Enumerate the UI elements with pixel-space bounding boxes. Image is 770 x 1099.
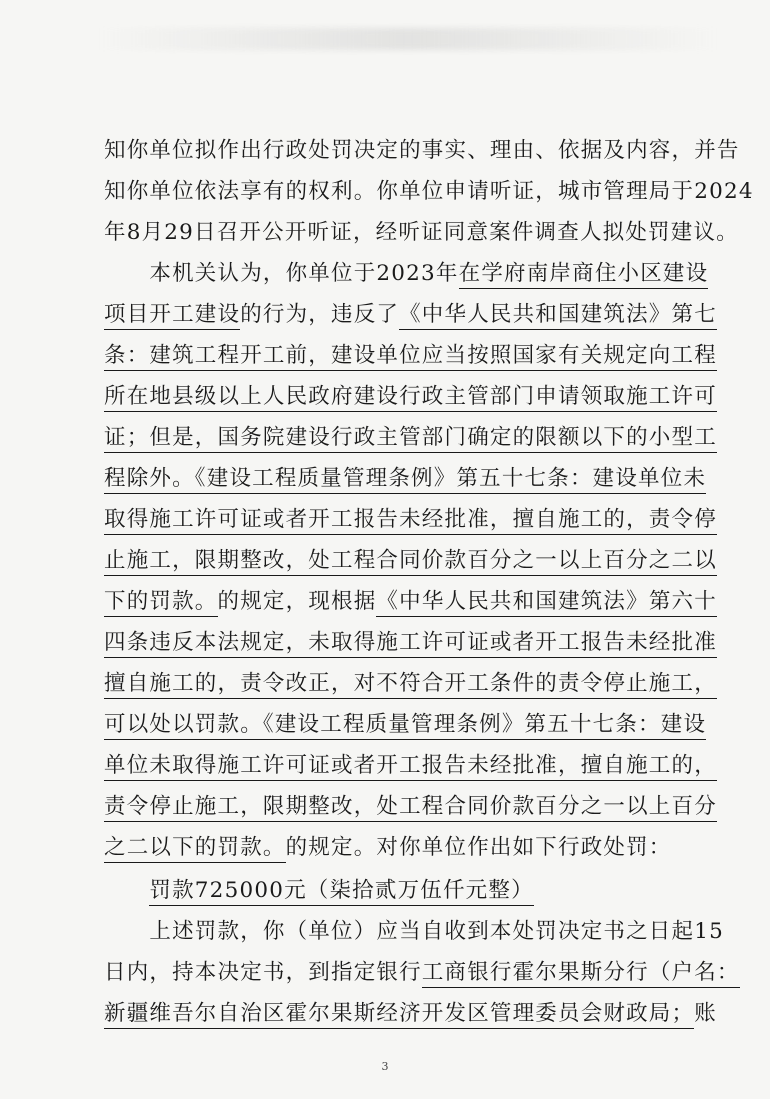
underlined-account-name: 新疆维吾尔自治区霍尔果斯经济开发区管理委员会财政局； bbox=[104, 1001, 694, 1029]
underlined-fine-amount: 罚款725000元（柒拾贰万伍仟元整） bbox=[149, 878, 533, 906]
text-run: 的规定，现根据 bbox=[217, 589, 377, 614]
text-run bbox=[104, 878, 149, 903]
body-line-17 bbox=[104, 796, 717, 818]
underlined-law-citation: 止施工，限期整改，处工程合同价款百分之一以上百分之二以 bbox=[104, 548, 717, 576]
text-run: 上述罚款，你（单位）应当自收到本处罚决定书之日起15 bbox=[104, 919, 724, 944]
body-line-7 bbox=[104, 386, 717, 408]
body-line-4 bbox=[104, 263, 708, 285]
body-line-21 bbox=[104, 962, 740, 984]
scan-smudge bbox=[98, 28, 718, 50]
underlined-law-citation: 下的罚款。 bbox=[104, 589, 218, 617]
body-line-9 bbox=[104, 468, 706, 490]
text-run: 知你单位依法享有的权利。你单位申请听证，城市管理局于2024 bbox=[104, 179, 754, 204]
text-run: 知你单位拟作出行政处罚决定的事实、理由、依据及内容，并告 bbox=[104, 138, 740, 163]
underlined-law-citation: 所在地县级以上人民政府建设行政主管部门申请领取施工许可 bbox=[104, 384, 717, 412]
underlined-law-citation: 《中华人民共和国建筑法》第七 bbox=[399, 302, 717, 330]
body-line-1 bbox=[104, 140, 740, 162]
text-run: 账 bbox=[694, 1001, 717, 1026]
text-run: 的规定。对你单位作出如下行政处罚： bbox=[285, 835, 672, 860]
underlined-bank-name: 工商银行霍尔果斯分行（户名： bbox=[422, 960, 740, 988]
underlined-law-citation: 四条违反本法规定，未取得施工许可证或者开工报告未经批准 bbox=[104, 630, 717, 658]
underlined-law-citation: 条：建筑工程开工前，建设单位应当按照国家有关规定向工程 bbox=[104, 343, 717, 371]
body-line-22 bbox=[104, 1003, 717, 1025]
text-run: 本机关认为，你单位于2023年 bbox=[104, 261, 459, 286]
underlined-law-citation: 单位未取得施工许可证或者开工报告未经批准，擅自施工的， bbox=[104, 753, 717, 781]
underlined-law-citation: 取得施工许可证或者开工报告未经批准，擅自施工的，责令停 bbox=[104, 507, 717, 535]
underlined-law-citation: 责令停止施工，限期整改，处工程合同价款百分之一以上百分 bbox=[104, 794, 717, 822]
text-run: 年8月29日召开公开听证，经听证同意案件调查人拟处罚建议。 bbox=[104, 220, 739, 245]
body-line-13 bbox=[104, 632, 717, 654]
body-line-20 bbox=[104, 921, 724, 943]
underlined-project-name: 项目开工建设 bbox=[104, 302, 240, 330]
body-line-3 bbox=[104, 222, 739, 244]
body-line-6 bbox=[104, 345, 717, 367]
underlined-law-citation: 程除外。《建设工程质量管理条例》第五十七条：建设单位未 bbox=[104, 466, 706, 494]
body-line-11 bbox=[104, 550, 717, 572]
text-run: 的行为，违反了 bbox=[240, 302, 400, 327]
body-line-5 bbox=[104, 304, 717, 326]
body-line-12 bbox=[104, 591, 717, 613]
underlined-law-citation: 可以处以罚款。《建设工程质量管理条例》第五十七条：建设 bbox=[104, 712, 706, 740]
body-line-14 bbox=[104, 673, 717, 695]
body-line-8 bbox=[104, 427, 717, 449]
body-line-10 bbox=[104, 509, 717, 531]
body-line-16 bbox=[104, 755, 717, 777]
page-number: 3 bbox=[381, 1060, 389, 1073]
underlined-law-citation: 证；但是，国务院建设行政主管部门确定的限额以下的小型工 bbox=[104, 425, 717, 453]
underlined-project-name: 在学府南岸商住小区建设 bbox=[459, 261, 709, 289]
body-line-19 bbox=[104, 880, 534, 902]
underlined-law-citation: 《中华人民共和国建筑法》第六十 bbox=[376, 589, 717, 617]
underlined-law-citation: 擅自施工的，责令改正，对不符合开工条件的责令停止施工， bbox=[104, 671, 717, 699]
text-run: 日内，持本决定书，到指定银行 bbox=[104, 960, 422, 985]
body-line-15 bbox=[104, 714, 706, 736]
underlined-law-citation: 之二以下的罚款。 bbox=[104, 835, 286, 863]
body-line-2 bbox=[104, 181, 754, 203]
body-line-18 bbox=[104, 837, 672, 859]
